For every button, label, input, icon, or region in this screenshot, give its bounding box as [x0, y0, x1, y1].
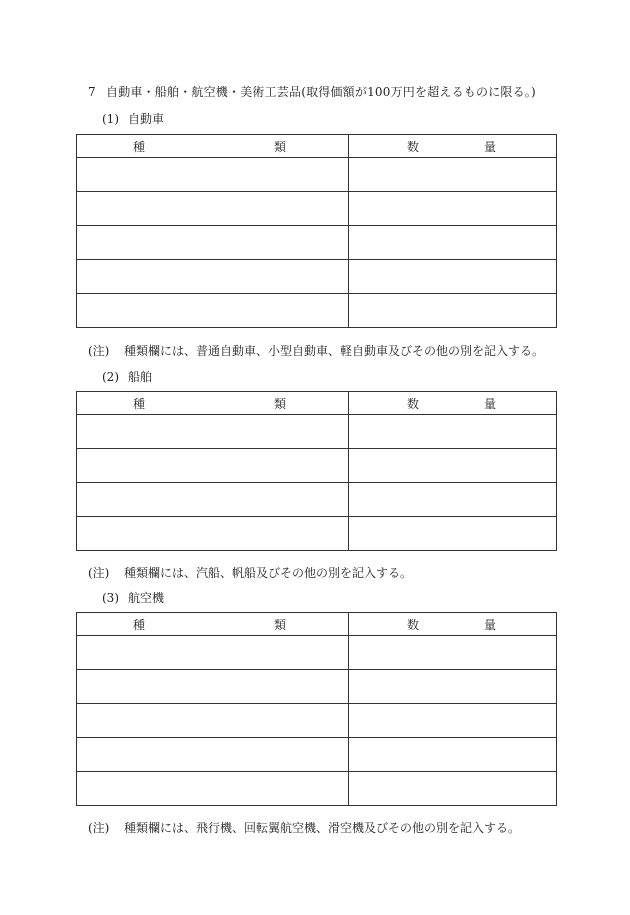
note-tag: (注)	[88, 566, 110, 580]
table-row	[77, 517, 557, 551]
table-row	[77, 415, 557, 449]
quantity-cell[interactable]	[349, 192, 557, 226]
kind-cell[interactable]	[77, 158, 349, 192]
kind-column-header	[77, 392, 349, 415]
quantity-cell[interactable]	[349, 483, 557, 517]
kind-column-header	[77, 135, 349, 158]
header-char: 数	[407, 617, 420, 632]
note-text: 種類欄には、普通自動車、小型自動車、軽自動車及びその他の別を記入する。	[124, 344, 545, 358]
table-row	[77, 449, 557, 483]
section-number: (2)	[102, 370, 119, 384]
kind-cell[interactable]	[77, 294, 349, 328]
table-row	[77, 772, 557, 806]
kind-column-header	[77, 613, 349, 636]
table-row	[77, 636, 557, 670]
ship-note	[88, 564, 412, 581]
note-text: 種類欄には、飛行機、回転翼航空機、滑空機及びその他の別を記入する。	[124, 821, 521, 835]
section-label: 船舶	[128, 370, 153, 384]
section-number: (1)	[102, 112, 119, 126]
kind-cell[interactable]	[77, 517, 349, 551]
table-header-row	[77, 613, 557, 636]
header-char: 数	[407, 139, 420, 154]
kind-cell[interactable]	[77, 670, 349, 704]
table-row	[77, 260, 557, 294]
quantity-cell[interactable]	[349, 158, 557, 192]
quantity-cell[interactable]	[349, 772, 557, 806]
table-row	[77, 294, 557, 328]
header-char: 種	[133, 139, 146, 154]
kind-cell[interactable]	[77, 260, 349, 294]
quantity-cell[interactable]	[349, 415, 557, 449]
kind-cell[interactable]	[77, 636, 349, 670]
quantity-column-header	[349, 613, 557, 636]
ship-table	[76, 391, 557, 551]
header-char: 種	[133, 396, 146, 411]
kind-cell[interactable]	[77, 738, 349, 772]
quantity-column-header	[349, 135, 557, 158]
title-text: 自動車・船舶・航空機・美術工芸品(取得価額が100万円を超えるものに限る。)	[106, 85, 536, 99]
quantity-column-header	[349, 392, 557, 415]
note-text: 種類欄には、汽船、帆船及びその他の別を記入する。	[124, 566, 413, 580]
header-char: 種	[133, 617, 146, 632]
table-header-row	[77, 135, 557, 158]
note-tag: (注)	[88, 821, 110, 835]
quantity-cell[interactable]	[349, 636, 557, 670]
table-row	[77, 226, 557, 260]
section-label: 航空機	[128, 591, 165, 605]
header-char: 類	[273, 617, 286, 632]
kind-cell[interactable]	[77, 192, 349, 226]
kind-cell[interactable]	[77, 704, 349, 738]
table-row	[77, 158, 557, 192]
header-char: 類	[273, 139, 286, 154]
kind-cell[interactable]	[77, 415, 349, 449]
kind-cell[interactable]	[77, 226, 349, 260]
header-char: 量	[483, 396, 496, 411]
section-label: 自動車	[128, 112, 165, 126]
automobile-table	[76, 134, 557, 328]
table-row	[77, 704, 557, 738]
section-heading-automobile	[102, 110, 164, 127]
quantity-cell[interactable]	[349, 738, 557, 772]
quantity-cell[interactable]	[349, 226, 557, 260]
section-number: (3)	[102, 591, 119, 605]
automobile-note	[88, 342, 544, 359]
quantity-cell[interactable]	[349, 517, 557, 551]
header-char: 数	[407, 396, 420, 411]
table-header-row	[77, 392, 557, 415]
section-heading-aircraft	[102, 589, 164, 606]
quantity-cell[interactable]	[349, 260, 557, 294]
aircraft-table	[76, 612, 557, 806]
table-row	[77, 192, 557, 226]
table-row	[77, 483, 557, 517]
title-number: 7	[88, 85, 96, 99]
header-char: 類	[273, 396, 286, 411]
kind-cell[interactable]	[77, 772, 349, 806]
note-tag: (注)	[88, 344, 110, 358]
kind-cell[interactable]	[77, 449, 349, 483]
quantity-cell[interactable]	[349, 294, 557, 328]
quantity-cell[interactable]	[349, 449, 557, 483]
section-heading-ship	[102, 368, 152, 385]
page-title	[88, 83, 536, 100]
header-char: 量	[483, 139, 496, 154]
aircraft-note	[88, 819, 520, 836]
table-row	[77, 670, 557, 704]
quantity-cell[interactable]	[349, 670, 557, 704]
quantity-cell[interactable]	[349, 704, 557, 738]
table-row	[77, 738, 557, 772]
header-char: 量	[483, 617, 496, 632]
kind-cell[interactable]	[77, 483, 349, 517]
